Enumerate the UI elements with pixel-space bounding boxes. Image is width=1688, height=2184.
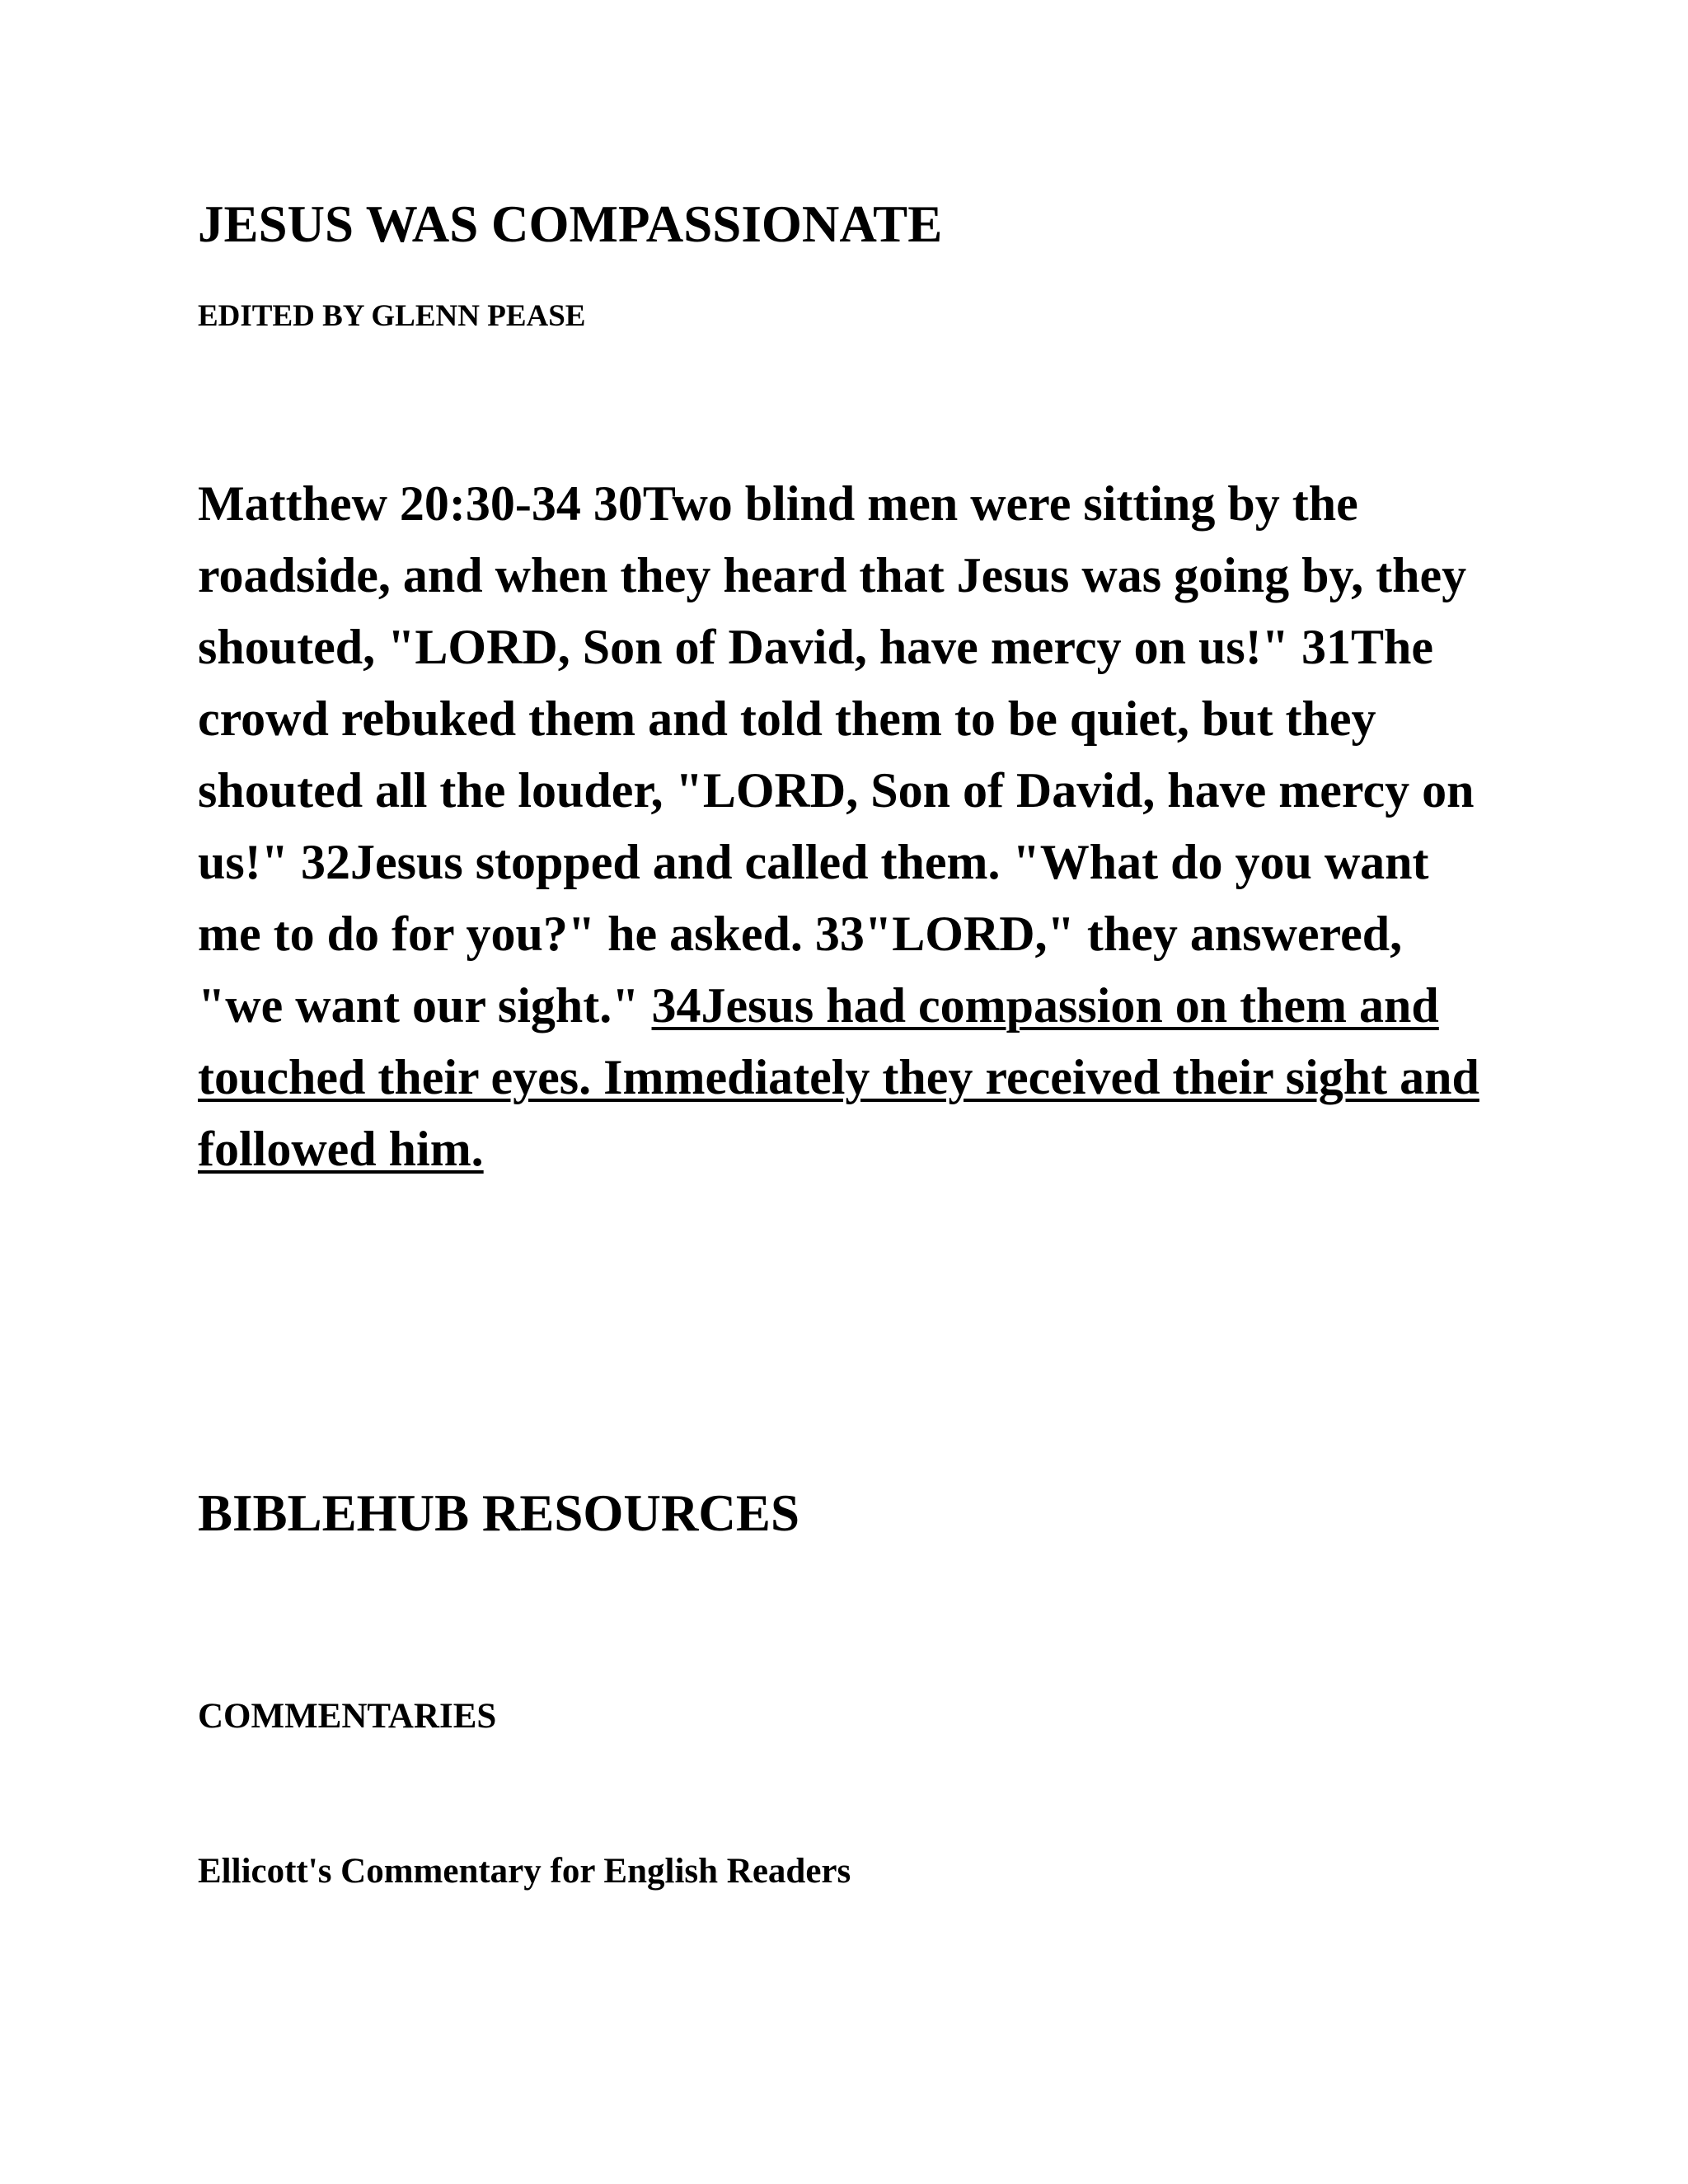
- byline: EDITED BY GLENN PEASE: [198, 299, 586, 333]
- sub-heading: COMMENTARIES: [198, 1697, 497, 1736]
- passage-underlined-text: 34Jesus had compassion on them and touched their eyes. Immediately they received their sight and followed him.: [198, 978, 1479, 1176]
- scripture-passage: [198, 468, 1492, 1185]
- passage-text: Matthew 20:30-34 30Two blind men were sitting by the roadside, and when they heard that Jesus was going by, they shouted, "LORD, Son of David, have mercy on us!" 31The crowd rebuked them and told them to be quiet, but they shouted all the louder, "LORD, Son of David, have mercy on us!" 32Jesus stopped and called them. "What do you want me to do for you?" he asked. 33"LORD," they answered, "we want our sight.": [198, 476, 1475, 1033]
- document-title: JESUS WAS COMPASSIONATE: [198, 195, 943, 253]
- resource-title: Ellicott's Commentary for English Readers: [198, 1852, 851, 1891]
- section-heading: BIBLEHUB RESOURCES: [198, 1484, 799, 1542]
